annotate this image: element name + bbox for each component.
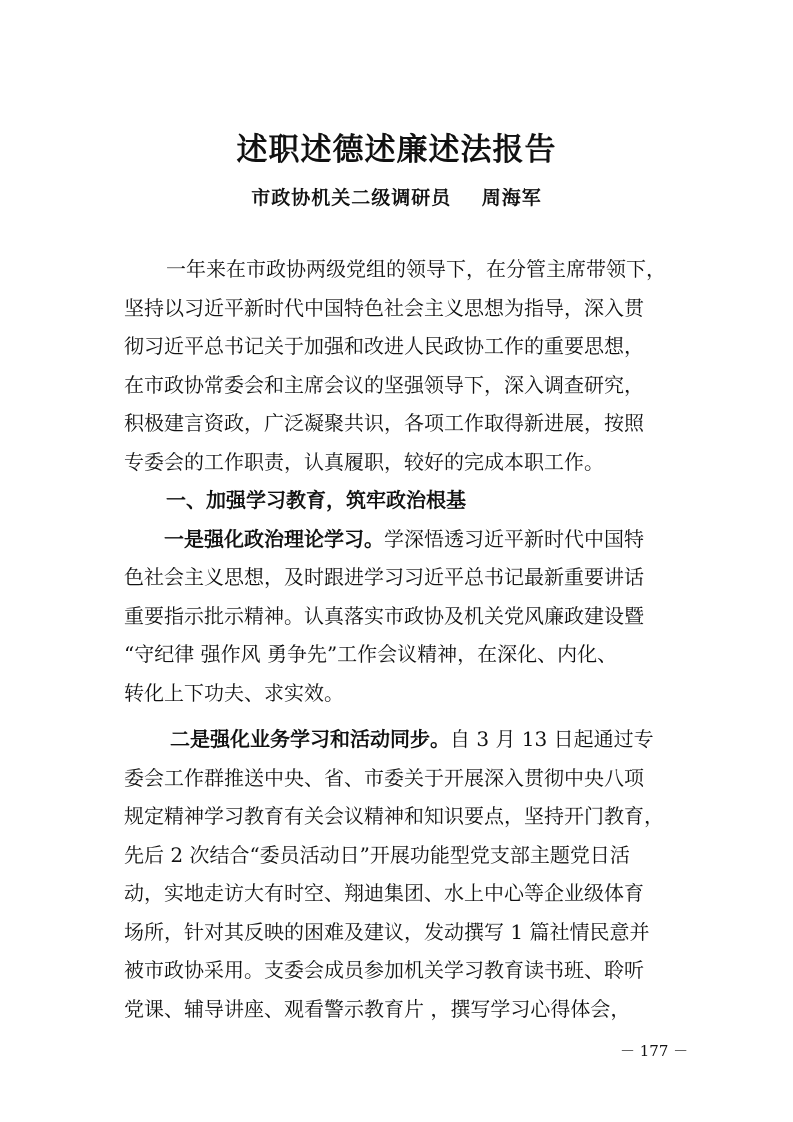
paragraph-line: 场所，针对其反映的困难及建议，发动撰写 1 篇社情民意并 <box>124 919 650 944</box>
paragraph-line: 转化上下功夫、求实效。 <box>124 680 344 705</box>
paragraph-line: “守纪律 强作风 勇争先”工作会议精神，在深化、内化、 <box>124 642 618 666</box>
paragraph-line: 委会工作群推送中央、省、市委关于开展深入贯彻中央八项 <box>124 765 644 790</box>
paragraph-line: 在市政协常委会和主席会议的坚强领导下，深入调查研究， <box>124 372 644 397</box>
study-paragraph <box>124 520 684 713</box>
paragraph-line: 专委会的工作职责，认真履职，较好的完成本职工作。 <box>124 449 604 474</box>
paragraph-text: 自 3 月 13 日起通过专 <box>450 727 654 751</box>
author-line: 市政协机关二级调研员 周海军 <box>251 187 542 209</box>
paragraph-line <box>124 720 684 759</box>
document-title: 述职述德述廉述法报告 <box>236 132 557 168</box>
page-number: － 177 － <box>620 1042 689 1060</box>
paragraph-lead: 一是强化政治理论学习。 <box>164 526 384 551</box>
paragraph-line: 党课、辅导讲座、观看警示教育片 ，撰写学习心得体会， <box>124 996 631 1021</box>
paragraph-text: 学深悟透习近平新时代中国特 <box>384 526 644 551</box>
paragraph-lead: 二是强化业务学习和活动同步。 <box>170 727 450 751</box>
paragraph-line: 彻习近平总书记关于加强和改进人民政协工作的重要思想， <box>124 334 644 358</box>
paragraph-line: 规定精神学习教育有关会议精神和知识要点，坚持开门教育， <box>124 804 664 828</box>
section-heading: 一、加强学习教育，筑牢政治根基 <box>166 488 466 512</box>
intro-paragraph <box>124 250 684 481</box>
paragraph-line: 先后 2 次结合“委员活动日”开展功能型党支部主题党日活 <box>124 842 630 867</box>
document-body <box>124 250 684 1028</box>
paragraph-line: 坚持以习近平新时代中国特色社会主义思想为指导，深入贯 <box>124 295 644 320</box>
paragraph-line: 色社会主义思想，及时跟进学习习近平总书记最新重要讲话 <box>124 565 644 589</box>
paragraph-line: 积极建言资政，广泛凝聚共识，各项工作取得新进展，按照 <box>124 411 644 435</box>
paragraph-line: 动，实地走访大有时空、翔迪集团、水上中心等企业级体育 <box>124 881 644 905</box>
paragraph-line: 被市政协采用。支委会成员参加机关学习教育读书班、聆听 <box>124 958 644 982</box>
paragraph-line: 一年来在市政协两级党组的领导下，在分管主席带领下， <box>166 257 666 281</box>
activity-paragraph <box>124 720 684 1028</box>
paragraph-line: 重要指示批示精神。认真落实市政协及机关党风廉政建设暨 <box>124 603 644 628</box>
paragraph-line <box>124 520 684 559</box>
